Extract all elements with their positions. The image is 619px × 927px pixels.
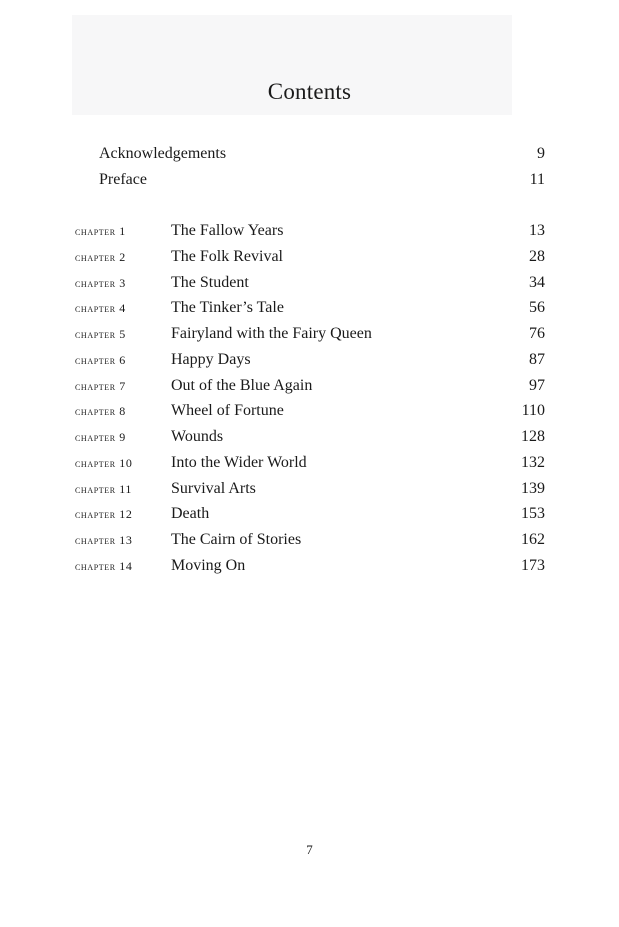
chapter-title: Death <box>171 505 210 522</box>
chapter-number: chapter 4 <box>75 301 126 315</box>
chapter-number: chapter 10 <box>75 456 133 470</box>
chapter-number: chapter 11 <box>75 482 133 496</box>
chapter-row <box>75 299 545 323</box>
chapter-number: chapter 3 <box>75 276 126 290</box>
chapter-number: chapter 7 <box>75 379 126 393</box>
chapter-title: The Cairn of Stories <box>171 531 302 548</box>
chapter-number: chapter 5 <box>75 327 126 341</box>
entry-page-number: 9 <box>537 145 545 162</box>
chapter-number: chapter 12 <box>75 507 133 521</box>
chapter-row <box>75 377 545 401</box>
chapter-page-number: 13 <box>529 222 545 239</box>
chapter-page-number: 34 <box>529 274 545 291</box>
chapter-title: Into the Wider World <box>171 454 307 471</box>
chapter-number: chapter 9 <box>75 430 126 444</box>
chapter-number: chapter 1 <box>75 224 126 238</box>
chapter-title: The Student <box>171 274 249 291</box>
chapter-page-number: 87 <box>529 351 545 368</box>
chapter-page-number: 28 <box>529 248 545 265</box>
chapter-row <box>75 454 545 478</box>
page-title: Contents <box>267 79 352 104</box>
chapter-page-number: 76 <box>529 325 545 342</box>
chapter-row <box>75 274 545 298</box>
chapter-title: Fairyland with the Fairy Queen <box>171 325 372 342</box>
chapter-row <box>75 222 545 246</box>
front-matter-item <box>99 145 545 169</box>
entry-title: Acknowledgements <box>99 145 227 162</box>
chapter-title: Moving On <box>171 557 246 574</box>
chapter-number: chapter 14 <box>75 559 133 573</box>
chapter-row <box>75 531 545 555</box>
chapter-number: chapter 13 <box>75 533 133 547</box>
chapter-page-number: 128 <box>521 428 545 445</box>
chapter-row <box>75 428 545 452</box>
chapter-title: Out of the Blue Again <box>171 377 313 394</box>
page-number: 7 <box>306 842 313 857</box>
chapter-page-number: 153 <box>521 505 545 522</box>
chapter-page-number: 139 <box>521 480 545 497</box>
chapter-page-number: 132 <box>521 454 545 471</box>
chapter-title: The Folk Revival <box>171 248 283 265</box>
chapter-title: The Tinker’s Tale <box>171 299 284 316</box>
chapter-page-number: 56 <box>529 299 545 316</box>
chapter-row <box>75 402 545 426</box>
entry-title: Preface <box>99 171 147 188</box>
chapter-title: Wounds <box>171 428 224 445</box>
chapter-number: chapter 8 <box>75 404 126 418</box>
chapter-row <box>75 248 545 272</box>
chapter-row <box>75 351 545 375</box>
entry-page-number: 11 <box>529 171 545 188</box>
chapter-title: Survival Arts <box>171 480 256 497</box>
chapter-number: chapter 2 <box>75 250 126 264</box>
chapter-title: The Fallow Years <box>171 222 284 239</box>
chapter-title: Wheel of Fortune <box>171 402 284 419</box>
chapter-number: chapter 6 <box>75 353 126 367</box>
chapter-row <box>75 325 545 349</box>
chapter-row <box>75 505 545 529</box>
chapter-title: Happy Days <box>171 351 251 368</box>
front-matter-item <box>99 171 545 195</box>
chapter-page-number: 173 <box>521 557 545 574</box>
chapter-page-number: 162 <box>521 531 545 548</box>
chapter-page-number: 110 <box>521 402 545 419</box>
chapter-row <box>75 480 545 504</box>
chapter-page-number: 97 <box>529 377 545 394</box>
chapter-row <box>75 557 545 581</box>
